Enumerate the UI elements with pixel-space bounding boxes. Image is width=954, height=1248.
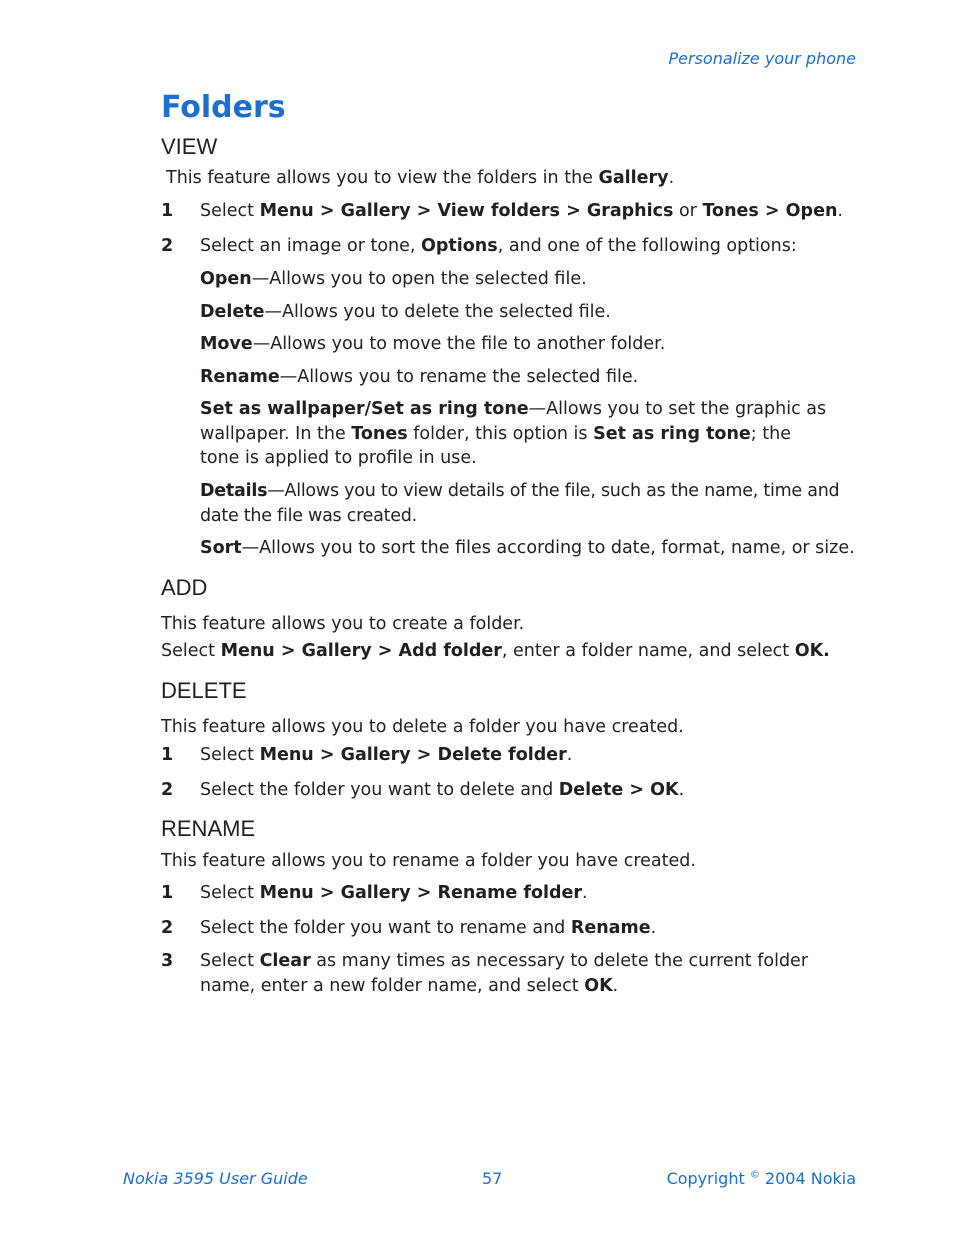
delete-step-1-number: 1 bbox=[161, 745, 174, 765]
delete-step-1: Select Menu > Gallery > Delete folder. bbox=[200, 745, 573, 765]
option-move: Move—Allows you to move the file to another folder. bbox=[200, 334, 666, 354]
section-heading-rename: RENAME bbox=[161, 816, 256, 841]
option-details: Details—Allows you to view details of the file, such as the name, time and date the file was created. bbox=[200, 481, 840, 526]
view-step-2-number: 2 bbox=[161, 236, 174, 256]
rename-step-1: Select Menu > Gallery > Rename folder. bbox=[200, 883, 588, 903]
view-step-2: Select an image or tone, Options, and one of the following options: bbox=[200, 236, 797, 256]
delete-step-2: Select the folder you want to delete and Delete > OK. bbox=[200, 780, 685, 800]
option-open: Open—Allows you to open the selected file. bbox=[200, 269, 587, 289]
footer-page-number: 57 bbox=[482, 1169, 503, 1188]
rename-step-2: Select the folder you want to rename and Rename. bbox=[200, 918, 657, 938]
copyright-symbol: © bbox=[749, 1169, 760, 1181]
add-intro: This feature allows you to create a folder. bbox=[161, 614, 525, 634]
view-step-1-number: 1 bbox=[161, 201, 174, 221]
option-set-as-wallpaper: Set as wallpaper/Set as ring tone—Allows you to set the graphic as wallpaper. In the Tones folder, this option is Set as ring tone; the tone is applied to profile in use. bbox=[200, 399, 827, 468]
option-delete: Delete—Allows you to delete the selected file. bbox=[200, 302, 611, 322]
rename-step-2-number: 2 bbox=[161, 918, 174, 938]
delete-intro: This feature allows you to delete a folder you have created. bbox=[161, 717, 684, 737]
rename-step-3: Select Clear as many times as necessary to delete the current folder name, enter a new folder name, and select OK. bbox=[200, 951, 809, 996]
running-header: Personalize your phone bbox=[668, 49, 856, 68]
add-instructions: Select Menu > Gallery > Add folder, enter a folder name, and select OK. bbox=[161, 641, 830, 661]
section-heading-add: ADD bbox=[161, 575, 208, 600]
footer-copyright: Copyright © 2004 Nokia bbox=[666, 1169, 856, 1188]
section-heading-delete: DELETE bbox=[161, 678, 247, 703]
rename-step-3-number: 3 bbox=[161, 951, 174, 971]
rename-intro: This feature allows you to rename a folder you have created. bbox=[161, 851, 696, 871]
section-heading-view: VIEW bbox=[161, 134, 218, 159]
option-rename: Rename—Allows you to rename the selected file. bbox=[200, 367, 639, 387]
footer-guide-title: Nokia 3595 User Guide bbox=[123, 1169, 308, 1188]
view-intro: This feature allows you to view the folders in the Gallery. bbox=[166, 168, 675, 188]
delete-step-2-number: 2 bbox=[161, 780, 174, 800]
option-sort: Sort—Allows you to sort the files according to date, format, name, or size. bbox=[200, 538, 855, 558]
page-title: Folders bbox=[161, 90, 286, 125]
rename-step-1-number: 1 bbox=[161, 883, 174, 903]
view-step-1: Select Menu > Gallery > View folders > Graphics or Tones > Open. bbox=[200, 201, 843, 221]
